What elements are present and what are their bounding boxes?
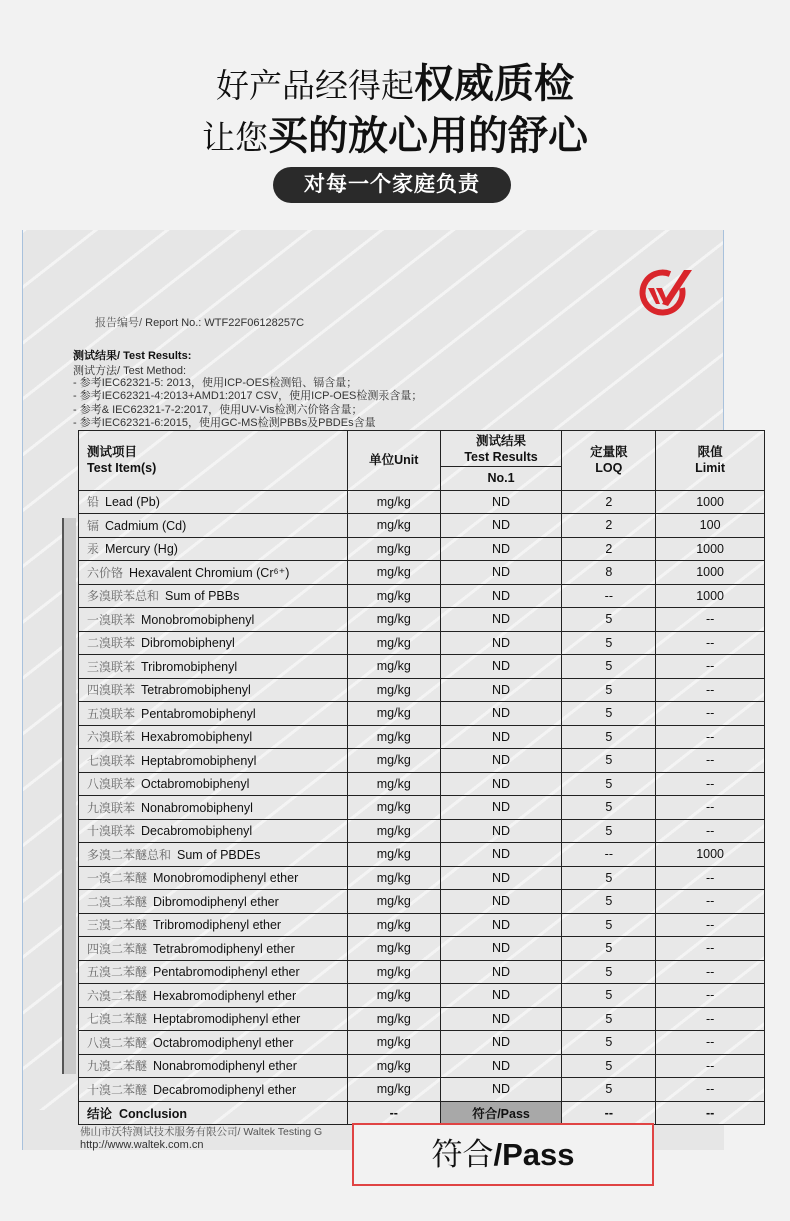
test-item-cn: 十溴二苯醚 xyxy=(87,1082,148,1097)
loq-cell: 5 xyxy=(562,608,656,632)
result-cell: ND xyxy=(440,960,562,984)
result-cell: ND xyxy=(440,561,562,585)
loq-cell: 5 xyxy=(562,655,656,679)
unit-cell: mg/kg xyxy=(347,561,440,585)
table-row xyxy=(79,725,765,749)
report-number-label-cn: 报告编号/ xyxy=(95,317,143,329)
test-item xyxy=(79,702,348,726)
conclusion-result: 符合/Pass xyxy=(440,1101,562,1125)
header-loq-en: LOQ xyxy=(595,461,623,476)
table-row xyxy=(79,749,765,773)
test-item xyxy=(79,584,348,608)
headline-2-bold: 买的放心用的舒心 xyxy=(268,114,588,158)
loq-cell: 5 xyxy=(562,937,656,961)
test-item-cn: 一溴联苯 xyxy=(87,612,136,627)
conclusion-en: Conclusion xyxy=(118,1106,188,1121)
limit-cell: -- xyxy=(656,1078,765,1102)
test-item-cn: 三溴联苯 xyxy=(87,659,136,674)
unit-cell: mg/kg xyxy=(347,1007,440,1031)
test-item xyxy=(79,772,348,796)
loq-cell: 5 xyxy=(562,725,656,749)
table-row xyxy=(79,843,765,867)
tagline-pill: 对每一个家庭负责 xyxy=(273,167,511,203)
loq-cell: 5 xyxy=(562,1007,656,1031)
test-item-en: Cadmium (Cd) xyxy=(105,518,187,533)
test-item-cn: 九溴联苯 xyxy=(87,800,136,815)
limit-cell: -- xyxy=(656,749,765,773)
test-item xyxy=(79,984,348,1008)
header-test-item xyxy=(79,431,348,491)
loq-cell: 5 xyxy=(562,1031,656,1055)
unit-cell: mg/kg xyxy=(347,1078,440,1102)
unit-cell: mg/kg xyxy=(347,631,440,655)
limit-cell: -- xyxy=(656,819,765,843)
test-item xyxy=(79,1007,348,1031)
limit-cell: -- xyxy=(656,772,765,796)
test-item-cn: 八溴二苯醚 xyxy=(87,1035,148,1050)
loq-cell: 2 xyxy=(562,490,656,514)
limit-cell: -- xyxy=(656,655,765,679)
table-row xyxy=(79,1007,765,1031)
test-item-en: Hexabromobiphenyl xyxy=(141,730,253,745)
header-item-en: Test Item(s) xyxy=(87,461,157,476)
report-number xyxy=(95,314,304,330)
test-item-en: Decabromobiphenyl xyxy=(141,824,253,839)
result-cell: ND xyxy=(440,749,562,773)
header-unit: 单位Unit xyxy=(347,431,440,491)
table-row xyxy=(79,1054,765,1078)
table-row xyxy=(79,702,765,726)
table-row xyxy=(79,890,765,914)
result-cell: ND xyxy=(440,1007,562,1031)
test-item xyxy=(79,655,348,679)
test-item-cn: 六价铬 xyxy=(87,565,124,580)
result-cell: ND xyxy=(440,1054,562,1078)
test-item-cn: 五溴二苯醚 xyxy=(87,965,148,980)
method-item: - 参考IEC62321-4:2013+AMD1:2017 CSV，使用ICP-OES检测汞含量； xyxy=(73,390,423,403)
table-row xyxy=(79,678,765,702)
loq-cell: 5 xyxy=(562,984,656,1008)
test-item-cn: 六溴二苯醚 xyxy=(87,988,148,1003)
result-cell: ND xyxy=(440,890,562,914)
header-limit xyxy=(656,431,765,491)
result-cell: ND xyxy=(440,1078,562,1102)
test-item xyxy=(79,725,348,749)
test-item-cn: 汞 xyxy=(87,542,100,557)
test-item xyxy=(79,537,348,561)
test-item-en: Tribromodiphenyl ether xyxy=(153,918,282,933)
limit-cell: -- xyxy=(656,1031,765,1055)
test-item-cn: 铅 xyxy=(87,495,100,510)
report-number-value: WTF22F06128257C xyxy=(204,317,305,329)
result-cell: ND xyxy=(440,937,562,961)
loq-cell: 5 xyxy=(562,819,656,843)
result-cell: ND xyxy=(440,772,562,796)
table-row xyxy=(79,866,765,890)
conclusion-limit: -- xyxy=(656,1101,765,1125)
table-row xyxy=(79,819,765,843)
loq-cell: 5 xyxy=(562,796,656,820)
test-item xyxy=(79,960,348,984)
header-limit-en: Limit xyxy=(695,461,726,476)
test-item xyxy=(79,749,348,773)
test-item xyxy=(79,678,348,702)
limit-cell: -- xyxy=(656,960,765,984)
unit-cell: mg/kg xyxy=(347,725,440,749)
loq-cell: 5 xyxy=(562,1078,656,1102)
limit-cell: -- xyxy=(656,937,765,961)
unit-cell: mg/kg xyxy=(347,678,440,702)
table-row xyxy=(79,584,765,608)
test-item-en: Dibromodiphenyl ether xyxy=(153,894,279,909)
unit-cell: mg/kg xyxy=(347,819,440,843)
headline-1-thin: 好产品经得起 xyxy=(216,67,414,104)
conclusion-loq: -- xyxy=(562,1101,656,1125)
test-item-en: Nonabromobiphenyl xyxy=(141,800,253,815)
loq-cell: 5 xyxy=(562,631,656,655)
test-item-cn: 二溴联苯 xyxy=(87,636,136,651)
header-sample-no: No.1 xyxy=(440,467,562,491)
table-row xyxy=(79,1031,765,1055)
limit-cell: -- xyxy=(656,608,765,632)
test-item-cn: 九溴二苯醚 xyxy=(87,1059,148,1074)
unit-cell: mg/kg xyxy=(347,960,440,984)
test-method-title: 测试方法/ Test Method: xyxy=(73,365,187,377)
test-item xyxy=(79,561,348,585)
result-cell: ND xyxy=(440,1031,562,1055)
loq-cell: -- xyxy=(562,843,656,867)
test-item-cn: 五溴联苯 xyxy=(87,706,136,721)
table-row xyxy=(79,631,765,655)
test-item-en: Sum of PBBs xyxy=(165,589,240,604)
conclusion-row xyxy=(79,1101,765,1125)
test-item xyxy=(79,819,348,843)
unit-cell: mg/kg xyxy=(347,537,440,561)
test-item-cn: 多溴二苯醚总和 xyxy=(87,847,172,862)
result-cell: ND xyxy=(440,655,562,679)
test-item xyxy=(79,843,348,867)
result-cell: ND xyxy=(440,631,562,655)
pass-callout-cn: 符合 xyxy=(431,1137,494,1172)
test-item-en: Hexabromodiphenyl ether xyxy=(153,988,297,1003)
result-cell: ND xyxy=(440,678,562,702)
result-cell: ND xyxy=(440,490,562,514)
table-row xyxy=(79,984,765,1008)
test-item-en: Decabromodiphenyl ether xyxy=(153,1082,297,1097)
headline-1-bold: 权威质检 xyxy=(414,62,574,106)
test-item-en: Dibromobiphenyl xyxy=(141,636,235,651)
result-cell: ND xyxy=(440,843,562,867)
limit-cell: -- xyxy=(656,631,765,655)
limit-cell: 1000 xyxy=(656,537,765,561)
method-item: - 参考IEC62321-5: 2013，使用ICP-OES检测铅、镉含量； xyxy=(73,377,358,389)
limit-cell: -- xyxy=(656,702,765,726)
result-cell: ND xyxy=(440,702,562,726)
conclusion-unit: -- xyxy=(347,1101,440,1125)
test-item-cn: 七溴二苯醚 xyxy=(87,1012,148,1027)
unit-cell: mg/kg xyxy=(347,937,440,961)
table-row xyxy=(79,608,765,632)
table-row xyxy=(79,937,765,961)
result-cell: ND xyxy=(440,514,562,538)
test-method-list xyxy=(73,377,422,430)
loq-cell: 5 xyxy=(562,866,656,890)
headline-2-thin: 让您 xyxy=(202,119,268,156)
test-item-cn: 十溴联苯 xyxy=(87,824,136,839)
table-row xyxy=(79,796,765,820)
loq-cell: 5 xyxy=(562,913,656,937)
header-loq-cn: 定量限 xyxy=(590,445,628,460)
unit-cell: mg/kg xyxy=(347,702,440,726)
limit-cell: -- xyxy=(656,725,765,749)
limit-cell: 100 xyxy=(656,514,765,538)
result-cell: ND xyxy=(440,584,562,608)
test-item-cn: 多溴联苯总和 xyxy=(87,589,160,604)
test-item xyxy=(79,866,348,890)
result-cell: ND xyxy=(440,537,562,561)
result-cell: ND xyxy=(440,608,562,632)
test-item-cn: 四溴二苯醚 xyxy=(87,941,148,956)
loq-cell: 5 xyxy=(562,890,656,914)
limit-cell: 1000 xyxy=(656,561,765,585)
unit-cell: mg/kg xyxy=(347,866,440,890)
conclusion-cn: 结论 xyxy=(87,1106,113,1121)
test-item-en: Sum of PBDEs xyxy=(177,847,261,862)
loq-cell: 2 xyxy=(562,537,656,561)
loq-cell: 5 xyxy=(562,678,656,702)
loq-cell: 5 xyxy=(562,702,656,726)
table-row xyxy=(79,1078,765,1102)
pass-callout-en: /Pass xyxy=(493,1137,575,1172)
loq-cell: 5 xyxy=(562,772,656,796)
unit-cell: mg/kg xyxy=(347,890,440,914)
test-item-cn: 八溴联苯 xyxy=(87,777,136,792)
test-item xyxy=(79,890,348,914)
limit-cell: -- xyxy=(656,796,765,820)
header-test-results xyxy=(440,431,562,467)
result-cell: ND xyxy=(440,725,562,749)
table-row xyxy=(79,537,765,561)
unit-cell: mg/kg xyxy=(347,984,440,1008)
header-item-cn: 测试项目 xyxy=(87,445,138,460)
unit-cell: mg/kg xyxy=(347,749,440,773)
result-cell: ND xyxy=(440,866,562,890)
limit-cell: -- xyxy=(656,890,765,914)
table-row xyxy=(79,514,765,538)
header-result-en: Test Results xyxy=(464,449,538,464)
test-item-cn: 一溴二苯醚 xyxy=(87,871,148,886)
table-row xyxy=(79,913,765,937)
test-item xyxy=(79,1031,348,1055)
test-results-title: 测试结果/ Test Results: xyxy=(73,350,192,362)
test-item xyxy=(79,490,348,514)
loq-cell: 5 xyxy=(562,1054,656,1078)
unit-cell: mg/kg xyxy=(347,843,440,867)
test-item xyxy=(79,631,348,655)
loq-cell: 5 xyxy=(562,749,656,773)
test-item xyxy=(79,937,348,961)
test-item-en: Octabromobiphenyl xyxy=(141,777,250,792)
test-item-en: Nonabromodiphenyl ether xyxy=(153,1059,297,1074)
test-item-en: Monobromobiphenyl xyxy=(141,612,255,627)
test-item xyxy=(79,514,348,538)
test-item-en: Tetrabromobiphenyl xyxy=(141,683,251,698)
company-name: 佛山市沃特测试技术服务有限公司/ Waltek Testing G xyxy=(80,1126,323,1138)
page-side-bracket xyxy=(62,518,76,1074)
company-url: http://www.waltek.com.cn xyxy=(80,1139,204,1151)
unit-cell: mg/kg xyxy=(347,655,440,679)
headline-line-2 xyxy=(0,104,790,161)
unit-cell: mg/kg xyxy=(347,608,440,632)
limit-cell: -- xyxy=(656,1054,765,1078)
limit-cell: 1000 xyxy=(656,843,765,867)
conclusion-label xyxy=(79,1101,348,1125)
test-item-en: Pentabromobiphenyl xyxy=(141,706,256,721)
table-row xyxy=(79,490,765,514)
header-result-cn: 测试结果 xyxy=(476,433,527,448)
loq-cell: 8 xyxy=(562,561,656,585)
unit-cell: mg/kg xyxy=(347,913,440,937)
loq-cell: 5 xyxy=(562,960,656,984)
test-item-en: Lead (Pb) xyxy=(105,495,160,510)
method-item: - 参考& IEC62321-7-2:2017，使用UV-Vis检测六价铬含量； xyxy=(73,403,363,416)
waltek-check-logo-icon xyxy=(634,266,694,318)
test-item-cn: 六溴联苯 xyxy=(87,730,136,745)
unit-cell: mg/kg xyxy=(347,514,440,538)
report-number-label: Report No.: xyxy=(142,317,205,329)
header-limit-cn: 限值 xyxy=(697,445,723,460)
unit-cell: mg/kg xyxy=(347,1031,440,1055)
table-row xyxy=(79,655,765,679)
result-cell: ND xyxy=(440,796,562,820)
table-row xyxy=(79,772,765,796)
limit-cell: -- xyxy=(656,678,765,702)
result-cell: ND xyxy=(440,819,562,843)
test-item-cn: 四溴联苯 xyxy=(87,683,136,698)
headline-line-1 xyxy=(0,52,790,109)
test-item-cn: 七溴联苯 xyxy=(87,753,136,768)
unit-cell: mg/kg xyxy=(347,772,440,796)
test-item-en: Octabromodiphenyl ether xyxy=(153,1035,294,1050)
limit-cell: -- xyxy=(656,866,765,890)
test-item-en: Hexavalent Chromium (Cr⁶⁺) xyxy=(129,565,290,580)
results-table xyxy=(78,430,765,1125)
test-item-cn: 镉 xyxy=(87,518,100,533)
loq-cell: -- xyxy=(562,584,656,608)
test-item-en: Tetrabromodiphenyl ether xyxy=(153,941,295,956)
test-item-en: Heptabromobiphenyl xyxy=(141,753,257,768)
pass-callout xyxy=(352,1123,654,1186)
test-item-en: Monobromodiphenyl ether xyxy=(153,871,299,886)
test-item-en: Mercury (Hg) xyxy=(105,542,178,557)
test-item xyxy=(79,1054,348,1078)
test-item-cn: 二溴二苯醚 xyxy=(87,894,148,909)
limit-cell: 1000 xyxy=(656,490,765,514)
loq-cell: 2 xyxy=(562,514,656,538)
table-row xyxy=(79,561,765,585)
test-item-en: Pentabromodiphenyl ether xyxy=(153,965,300,980)
table-row xyxy=(79,960,765,984)
unit-cell: mg/kg xyxy=(347,1054,440,1078)
test-item-cn: 三溴二苯醚 xyxy=(87,918,148,933)
limit-cell: -- xyxy=(656,913,765,937)
unit-cell: mg/kg xyxy=(347,490,440,514)
test-item xyxy=(79,913,348,937)
unit-cell: mg/kg xyxy=(347,584,440,608)
result-cell: ND xyxy=(440,984,562,1008)
method-item: - 参考IEC62321-6:2015，使用GC-MS检测PBBs及PBDEs含量 xyxy=(73,416,376,429)
test-item-en: Heptabromodiphenyl ether xyxy=(153,1012,301,1027)
unit-cell: mg/kg xyxy=(347,796,440,820)
test-item xyxy=(79,796,348,820)
test-item-en: Tribromobiphenyl xyxy=(141,659,238,674)
test-item xyxy=(79,1078,348,1102)
result-cell: ND xyxy=(440,913,562,937)
limit-cell: -- xyxy=(656,1007,765,1031)
test-item xyxy=(79,608,348,632)
header-loq xyxy=(562,431,656,491)
limit-cell: 1000 xyxy=(656,584,765,608)
limit-cell: -- xyxy=(656,984,765,1008)
